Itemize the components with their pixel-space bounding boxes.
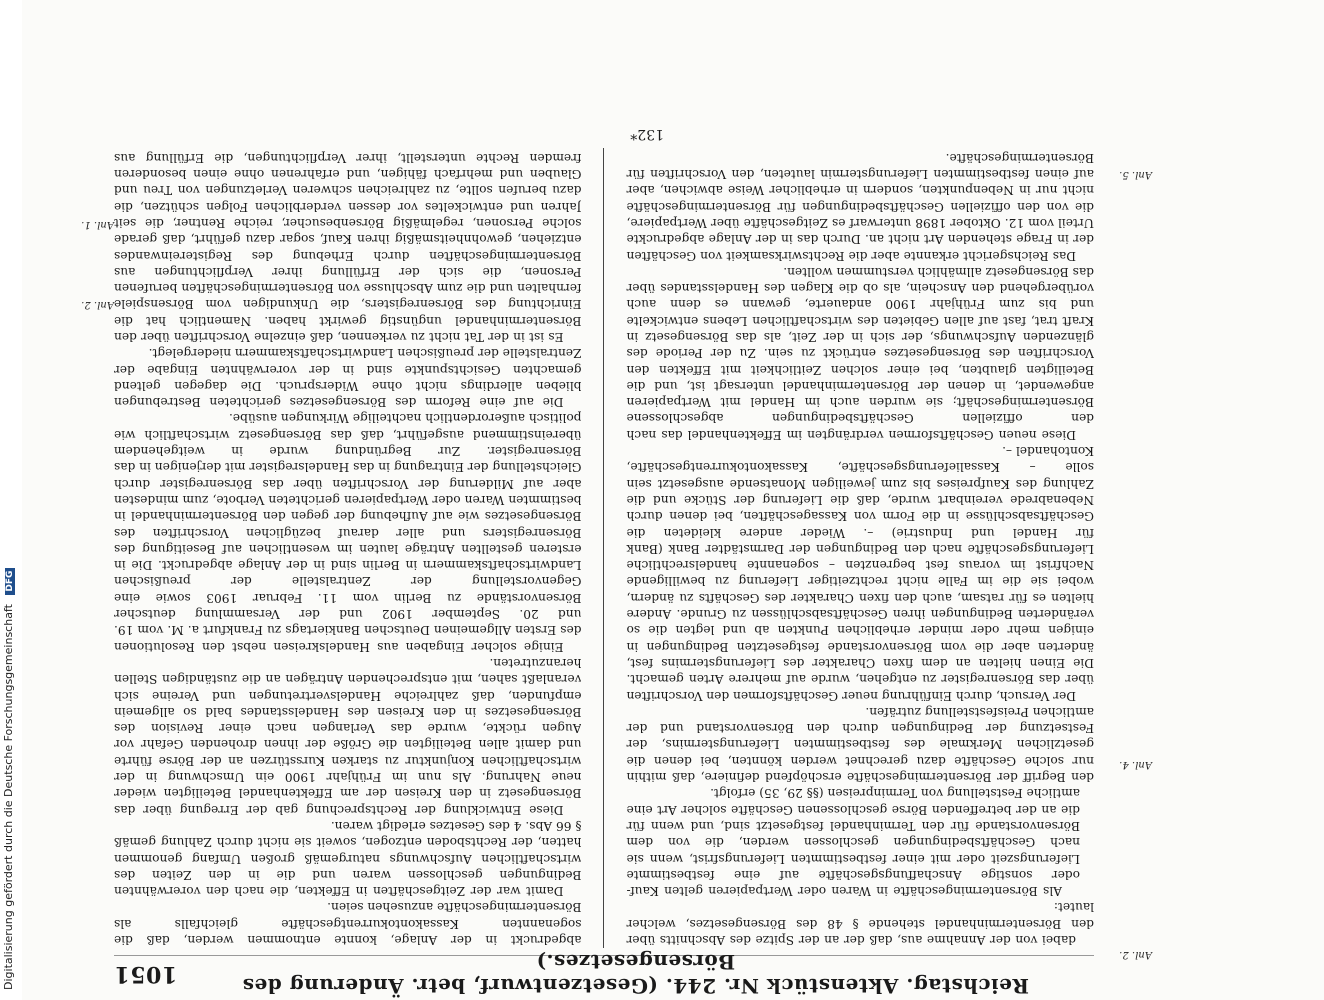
paragraph: Es ist in der Tat nicht zu verkennen, daß einzelne Vorschriften über den Börsenterminhandel ungünstig gewirkt haben. Namentlich hat die Einrichtung des Börsenregisters, die Unkundigen vom Börsenspiele fernhalten und die zum Abschlusse von Börsentermingeschäften berufenen Personen, die sich der Erfüllung ihrer Verpflichtungen aus Börsentermingeschäften durch Erhebung des Registereinwandes entziehen, gewohnheitsmäßig ihren Kauf, sogar dazu geführt, daß gerade solche Personen, regelmäßig Börsenbesucher, reiche Rentner, die seit Jahren und entwickeltes vor dessen verderblichen Folgen schützen, die dazu berufen sollte, zu zahlreichen schweren Verletzungen von Treu und Glauben und mehrfach fähigen, und erfahrenen ohne einen besonderen fremden Rechte unterstellt, ihrer Verpflichtungen, die Erfüllung aus [114,150,582,345]
digitization-text: Digitalisierung gefördert durch die Deutsche Forschungsgemeinschaft [2,604,15,990]
paragraph: Diese Entwicklung der Rechtsprechung gab der Erregung über das Börsengesetz in den Kreisen der am Effektenhandel Beteiligten wieder neue Nahrung. Als nun im Frühjahr 1900 ein Umschwung in der wirtschaftlichen Konjunktur zu starken Kursstürzen an der Börse führte und damit allen Beteiligten die Größe der ihnen drohenden Gefahr vor Augen rückte, wurde das Verlangen nach einer Revision des Börsengesetzes in den Kreisen des Handelsstandes bald so allgemein empfunden, daß zahlreiche Handelsvertretungen und Vereine sich veranlaßt sahen, mit entsprechenden Anträgen an die zuständigen Stellen heranzutreten. [114,655,582,817]
digitization-note [2,568,15,990]
paragraph: abgedruckt in der Anlage, konnte entnommen werden, daß die sogenannten Kassakontokurrentgeschäfte gleichfalls als Börsentermingeschäfte anzusehen seien. [114,900,582,947]
margin-note: Anl. 1. [81,219,114,230]
paragraph: dabei von der Annahme aus, daß der an der Spitze des Abschnitts über den Börsenterminhandel stehende § 48 des Börsengesetzes, welcher lautet: [626,900,1094,947]
page-header [114,950,1094,998]
column-divider [604,148,605,948]
page-number: 1051 [114,961,178,987]
margin-note: Anl. 2. [1119,949,1152,960]
paragraph: Das Reichsgericht erkannte aber die Rechtswirksamkeit von Geschäften der in Frage stehenden Art nicht an. Durch das in der Anlage abgedruckte Urteil vom 12. Oktober 1898 unterwarf es Zeitgeschäfte über Wertpapiere, die von den offiziellen Geschäftsbedingungen für Börsentermingeschäfte nicht nur in Nebenpunkten, sondern in erheblicher Weise abwichen, aber auf einen festbestimmten Lieferungstermin lauteten, den Vorschriften für Börsentermingeschäfte. [626,150,1094,263]
column-left [627,148,1095,948]
margin-note: Anl. 2. [81,299,114,310]
paragraph: Als Börsentermingeschäfte in Waren oder Wertpapieren gelten Kauf- oder sonstige Anschaffungsgeschäfte auf eine festbestimmte Lieferungszeit oder mit einer festbestimmten Lieferungsfrist, wenn sie nach Geschäftsbedingungen geschlossen werden, die von dem Börsenvorstande für den Terminhandel festgesetzt sind, und wenn für die an der betreffenden Börse geschlossenen Geschäfte solcher Art eine amtliche Feststellung von Terminpreisen (§§ 29, 35) erfolgt. [626,786,1080,899]
margin-note: Anl. 4. [1119,759,1152,770]
paragraph: Damit war der Zeitgeschäften in Effekten, die nach den vorerwähnten Bedingungen geschlossen waren und die in den Zeiten des wirtschaftlichen Aufschwungs naturgemäß großen Umfang genommen hatten, der Rechtsboden entzogen, soweit sie nicht durch Zahlung gemäß § 66 Abs. 4 des Gesetzes erledigt waren. [114,818,582,899]
margin-note: Anl. 5. [1119,169,1152,180]
page-title: Reichstag. Aktenstück Nr. 244. (Gesetzentwurf, betr. Änderung des Börsengesetzes.) [242,950,1029,998]
text-columns [114,148,1094,948]
paragraph: Diese neuen Geschäftsformen verdrängten im Effektenhandel das nach den offiziellen Geschäftsbedingungen abgeschlossene Börsentermingeschäft; sie wurden auch im Handel mit Wertpapieren angewendet, in denen der Börsenterminhandel untersagt ist, und die Beteiligten glaubten, bei einer solchen Zeitlichkeit mit Effekten den Vorschriften des Börsengesetzes entrückt zu sein. Zu der Periode des glänzenden Aufschwungs, der sich in der Zeit, als das Börsengesetz in Kraft trat, fast auf allen Gebieten des wirtschaftlichen Lebens entwickelte und bis zum Frühjahr 1900 andauerte, gewann es denn auch vorübergehend den Anschein, als ob die Klagen des Handelsstandes über das Börsengesetz allmählich verstummen wollten. [626,264,1094,442]
paragraph: den Begriff der Börsentermingeschäfte erschöpfend definiere, daß mithin nur solche Geschäfte dazu gerechnet werden könnten, bei denen die gesetzlichen Merkmale des festbestimmten Lieferungstermins, der Festsetzung der Bedingungen durch den Börsenvorstand und der amtlichen Preisfeststellung zuträfen. [626,704,1094,785]
dfg-logo: DFG [5,568,15,595]
paragraph: Der Versuch, durch Einführung neuer Geschäftsformen den Vorschriften über das Börsenregister zu entgehen, wurde auf mehrere Arten gemacht. Die Einen hielten an dem fixen Charakter des Lieferungstermins fest, änderten aber die vom Börsenvorstande festgesetzten Bedingungen in einigen mehr oder minder erheblichen Punkten ab und legten die so veränderten Bedingungen ihren Geschäftsabschlüssen zu Grunde. Andere hielten es für ratsam, auch den fixen Charakter des Geschäfts zu ändern, wobei sie die im Falle nicht rechtzeitiger Lieferung zu bewilligende Nachfrist im voraus fest begrenzten – sogenannte handelsrechtliche Lieferungsgeschäfte nach den Bedingungen der Darmstädter Bank (Bank für Handel und Industrie) –. Wieder andere kleideten die Geschäftsabschlüsse in die Form von Kassageschäften, bei denen durch Nebenabrede vereinbart wurde, daß die Lieferung der Stücke und die Zahlung des Kaufpreises bis zum jeweiligen Monatsende ausgesetzt sein solle – Kassalieferungsgeschäfte, Kassakontokurrentgeschäfte, Kontohandel –. [626,444,1094,703]
paragraph: Die auf eine Reform des Börsengesetzes gerichteten Bestrebungen blieben allerdings nicht ohne Widerspruch. Die dagegen geltend gemachten Gesichtspunkte sind in der vorerwähnten Eingabe der Zentralstelle der preußischen Landwirtschaftskammern niedergelegt. [114,346,582,410]
paragraph: Einige solcher Eingaben aus Handelskreisen nebst den Resolutionen des Ersten Allgemeinen Deutschen Bankiertags zu Frankfurt a. M. vom 19. und 20. September 1902 und der Versammlung deutscher Börsenvorstände zu Berlin vom 11. Februar 1903 sowie eine Gegenvorstellung der Zentralstelle der preußischen Landwirtschaftskammern in Berlin sind in der Anlage abgedruckt. Die in ersteren gestellten Anträge lauten im wesentlichen auf Beseitigung des Börsenregisters und aller darauf bezüglichen Vorschriften des Börsengesetzes wie auf Aufhebung der gegen den Börsenterminhandel in bestimmten Waren oder Wertpapieren gerichteten Verbote, zum mindesten aber auf Milderung der Vorschriften über das Börsenregister durch Gleichstellung der Eintragung in das Handelsregister mit derjenigen in das Börsenregister. Zur Begründung wurde in weitgehendem übereinstimmend ausgeführt, daß das Börsengesetz wirtschaftlich wie politisch außerordentlich nachteilige Wirkungen ausübe. [114,411,582,654]
sheet-mark: 132* [630,126,664,142]
digitization-strip [0,0,22,1000]
column-right [114,148,582,948]
